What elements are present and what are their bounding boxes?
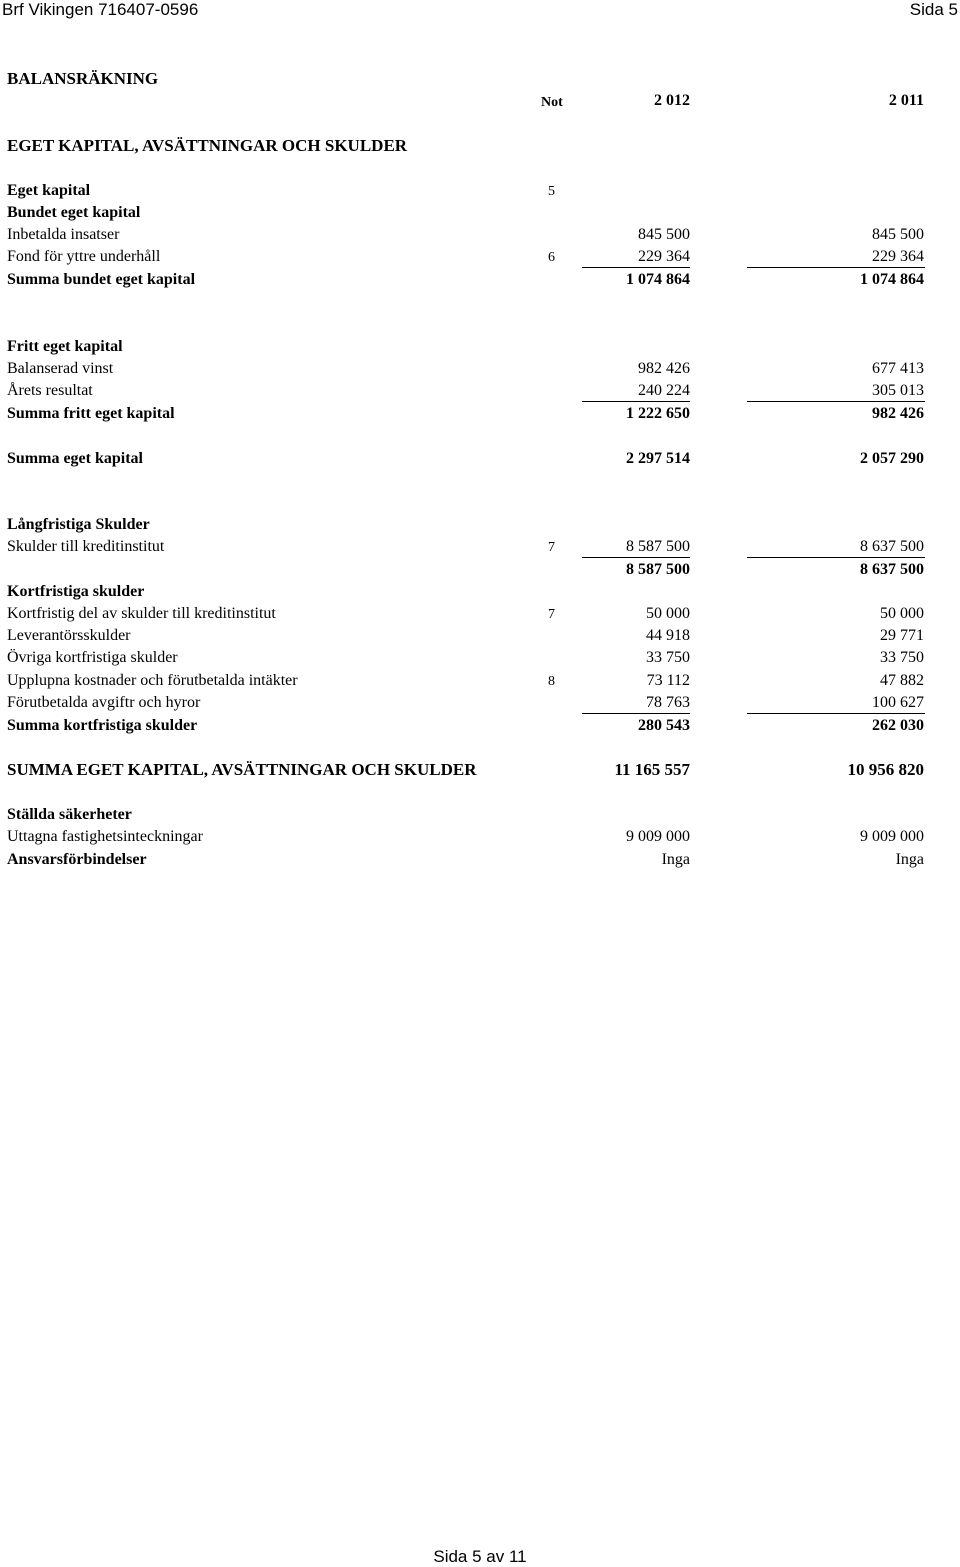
header-org: Brf Vikingen 716407-0596: [2, 0, 199, 19]
table-row: Summa kortfristiga skulder 280 543 262 030: [7, 717, 924, 734]
col-year-1: 2 012: [654, 92, 690, 109]
table-row: Bundet eget kapital: [7, 204, 141, 221]
table-row: Summa bundet eget kapital 1 074 864 1 074 864: [7, 271, 924, 288]
table-row: Leverantörsskulder 44 918 29 771: [7, 627, 924, 644]
sum-rule: [582, 557, 690, 558]
table-row: Ställda säkerheter: [7, 806, 132, 823]
table-row: Fritt eget kapital: [7, 338, 123, 355]
table-row: Förutbetalda avgiftr och hyror 78 763 100 627: [7, 694, 924, 711]
page-header: [0, 0, 960, 22]
table-row: Summa eget kapital 2 297 514 2 057 290: [7, 450, 924, 467]
page-footer: Sida 5 av 11: [433, 1547, 527, 1566]
sum-rule: [582, 401, 690, 402]
table-row: Summa fritt eget kapital 1 222 650 982 426: [7, 405, 924, 422]
table-row: Uttagna fastighetsinteckningar 9 009 000 9 009 000: [7, 828, 924, 845]
table-row: 8 587 500 8 637 500: [626, 561, 924, 578]
sum-rule: [747, 267, 925, 268]
column-header: [0, 92, 960, 112]
table-row: Upplupna kostnader och förutbetalda intäkter 8 73 112 47 882: [7, 672, 924, 689]
sum-rule: [747, 557, 925, 558]
table-row: Inbetalda insatser 845 500 845 500: [7, 226, 924, 243]
header-page: Sida 5: [909, 0, 958, 19]
sum-rule: [747, 713, 925, 714]
document-title: BALANSRÄKNING: [7, 69, 159, 88]
sum-rule: [582, 713, 690, 714]
table-row: Fond för yttre underhåll 6 229 364 229 364: [7, 248, 924, 265]
col-not: Not: [541, 95, 563, 110]
table-row: Eget kapital 5: [7, 182, 555, 199]
table-row: Ansvarsförbindelser Inga Inga: [7, 851, 924, 868]
grand-total-row: SUMMA EGET KAPITAL, AVSÄTTNINGAR OCH SKULDER 11 165 557 10 956 820: [7, 760, 924, 779]
table-row: Långfristiga Skulder: [7, 516, 150, 533]
table-row: Kortfristiga skulder: [7, 583, 145, 600]
col-year-2: 2 011: [888, 92, 924, 109]
sum-rule: [747, 401, 925, 402]
sum-rule: [582, 267, 690, 268]
table-row: Balanserad vinst 982 426 677 413: [7, 360, 924, 377]
table-row: Årets resultat 240 224 305 013: [7, 382, 924, 399]
table-row: Kortfristig del av skulder till kreditinstitut 7 50 000 50 000: [7, 605, 924, 622]
table-row: Övriga kortfristiga skulder 33 750 33 750: [7, 649, 924, 666]
table-row: Skulder till kreditinstitut 7 8 587 500 8 637 500: [7, 538, 924, 555]
section-title: EGET KAPITAL, AVSÄTTNINGAR OCH SKULDER: [7, 136, 408, 155]
